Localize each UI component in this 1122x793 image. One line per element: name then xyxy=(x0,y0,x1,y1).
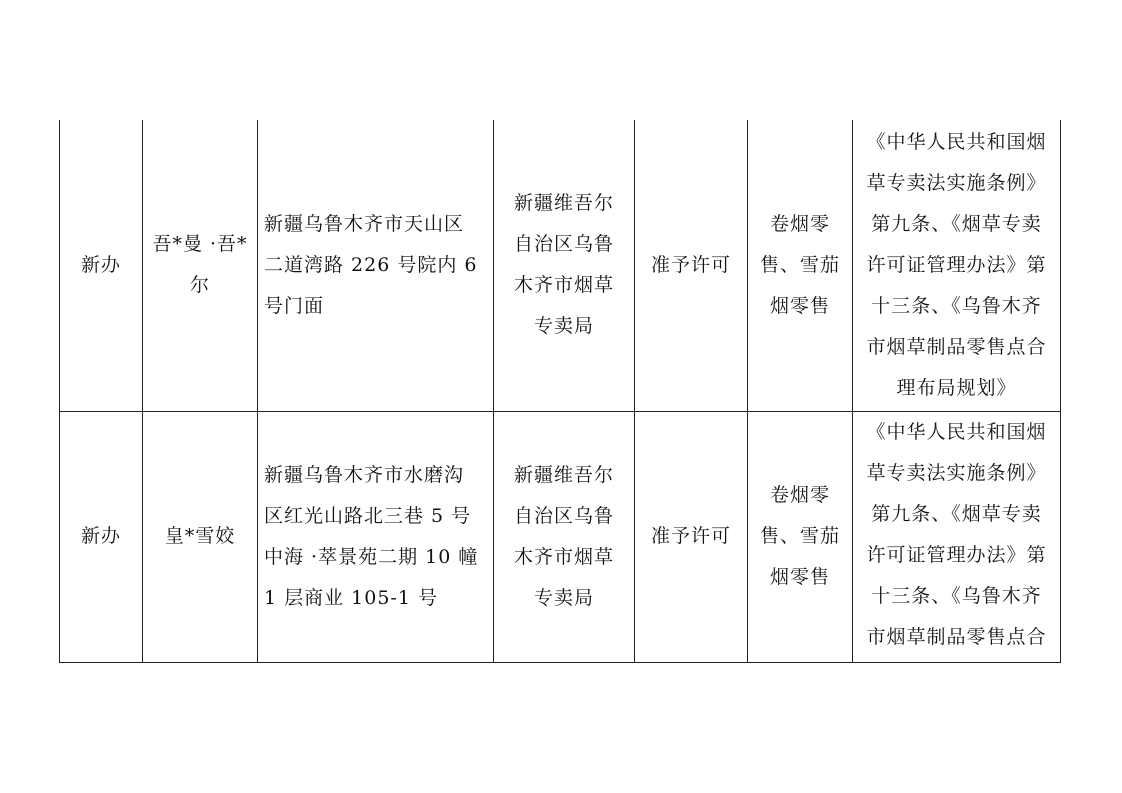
license-scope-cell: 卷烟零 售、雪茄 烟零售 xyxy=(748,120,853,411)
address-cell: 新疆乌鲁木齐市天山区 二道湾路 226 号院内 6 号门面 xyxy=(258,120,494,411)
decision-cell: 准予许可 xyxy=(635,411,748,662)
application-type-cell: 新办 xyxy=(60,411,143,662)
applicant-name-cell: 吾*曼 ·吾* 尔 xyxy=(143,120,258,411)
permit-table xyxy=(59,120,1061,663)
authority-cell: 新疆维吾尔 自治区乌鲁 木齐市烟草 专卖局 xyxy=(494,120,635,411)
applicant-name-cell: 皇*雪姣 xyxy=(143,411,258,662)
application-type-cell: 新办 xyxy=(60,120,143,411)
license-scope-cell: 卷烟零 售、雪茄 烟零售 xyxy=(748,411,853,662)
legal-basis-cell: 《中华人民共和国烟 草专卖法实施条例》 第九条、《烟草专卖 许可证管理办法》第 十三条、《乌鲁木齐 市烟草制品零售点合 理布局规划》 xyxy=(853,120,1061,411)
table-row xyxy=(60,120,1061,411)
address-cell: 新疆乌鲁木齐市水磨沟 区红光山路北三巷 5 号 中海 ·萃景苑二期 10 幢 1 层商业 105-1 号 xyxy=(258,411,494,662)
table-row xyxy=(60,411,1061,662)
legal-basis-cell: 《中华人民共和国烟 草专卖法实施条例》 第九条、《烟草专卖 许可证管理办法》第 十三条、《乌鲁木齐 市烟草制品零售点合 xyxy=(853,411,1061,662)
authority-cell: 新疆维吾尔 自治区乌鲁 木齐市烟草 专卖局 xyxy=(494,411,635,662)
decision-cell: 准予许可 xyxy=(635,120,748,411)
